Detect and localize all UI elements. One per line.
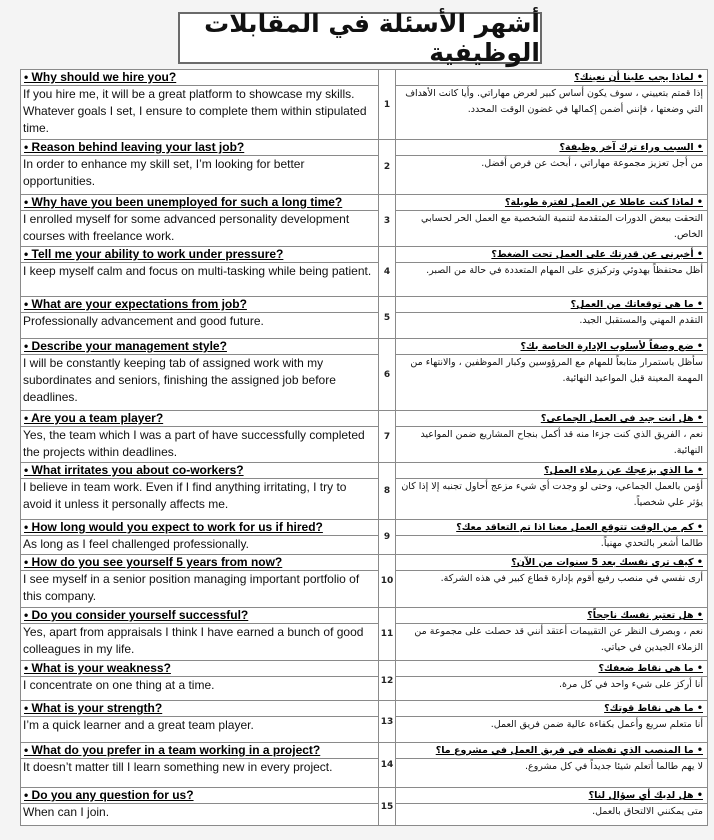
question-ar: • ما هي توقعاتك من العمل؟	[396, 297, 707, 313]
table-row	[21, 608, 708, 661]
answer-en: I will be constantly keeping tab of assigned work with my subordinates and seniors, finishing the assigned job before deadlines.	[23, 356, 336, 404]
table-row	[21, 140, 708, 195]
answer-ar: أظل محتفظاً بهدوئي وتركيزي على المهام المتعددة في حالة من الصبر.	[426, 265, 703, 276]
answer-ar: أرى نفسي في منصب رفيع أقوم بإدارة قطاع كبير في هذه الشركة.	[440, 573, 703, 584]
arabic-cell	[396, 743, 708, 788]
answer-en: When can I join.	[23, 805, 110, 819]
page-title: أشهر الأسئلة في المقابلات الوظيفية	[178, 12, 542, 64]
english-cell	[21, 339, 379, 411]
answer-ar: أؤمن بالعمل الجماعي، وحتى لو وجدت أي شيء مزعج أحاول تجنبه إلا إذا كان يؤثر علي شخصياً.	[401, 481, 703, 508]
row-number: 4	[379, 247, 396, 297]
english-cell	[21, 555, 379, 608]
row-number: 15	[379, 788, 396, 826]
question-ar: • هل تعتبر نفسك ناجحاً؟	[396, 608, 707, 624]
answer-ar: أنا متعلم سريع وأعمل بكفاءة عالية ضمن فريق العمل.	[490, 719, 703, 730]
arabic-cell	[396, 463, 708, 520]
question-ar: • ما هي نقاط ضعفك؟	[396, 661, 707, 677]
answer-en: Yes, the team which I was a part of have successfully completed the projects within deadlines.	[23, 428, 365, 459]
answer-en: If you hire me, it will be a great platform to showcase my skills. Whatever goals I set, I ensure to complete them within stipulated time.	[23, 87, 367, 135]
arabic-cell	[396, 701, 708, 743]
arabic-cell	[396, 411, 708, 463]
table-row	[21, 297, 708, 339]
english-cell	[21, 661, 379, 701]
answer-ar: التحقت ببعض الدورات المتقدمة لتنمية الشخصية مع العمل الحر لحسابي الخاص.	[421, 213, 703, 240]
arabic-cell	[396, 608, 708, 661]
english-cell	[21, 608, 379, 661]
table-row	[21, 411, 708, 463]
answer-ar: لا يهم طالما أتعلم شيئا جديداً في كل مشروع.	[525, 761, 703, 772]
question-en: • What are your expectations from job?	[21, 297, 378, 313]
question-ar: • ضع وصفاً لأسلوب الإدارة الخاصة بك؟	[396, 339, 707, 355]
english-cell	[21, 195, 379, 247]
arabic-cell	[396, 140, 708, 195]
english-cell	[21, 788, 379, 826]
question-en: • Are you a team player?	[21, 411, 378, 427]
question-en: • Reason behind leaving your last job?	[21, 140, 378, 156]
question-en: • Do you consider yourself successful?	[21, 608, 378, 624]
answer-en: In order to enhance my skill set, I’m looking for better opportunities.	[23, 157, 305, 188]
arabic-cell	[396, 520, 708, 555]
question-en: • How long would you expect to work for us if hired?	[21, 520, 378, 536]
answer-en: I’m a quick learner and a great team player.	[23, 718, 254, 732]
arabic-cell	[396, 339, 708, 411]
row-number: 14	[379, 743, 396, 788]
question-ar: • كيف ترى نفسك بعد 5 سنوات من الآن؟	[396, 555, 707, 571]
row-number: 7	[379, 411, 396, 463]
arabic-cell	[396, 788, 708, 826]
table-row	[21, 339, 708, 411]
answer-ar: من أجل تعزيز مجموعة مهاراتي ، أبحث عن فرص أفضل.	[481, 158, 703, 169]
english-cell	[21, 70, 379, 140]
table-row	[21, 788, 708, 826]
arabic-cell	[396, 195, 708, 247]
question-ar: • ما هي نقاط قوتك؟	[396, 701, 707, 717]
answer-ar: طالما أشعر بالتحدي مهنياً.	[600, 538, 703, 549]
answer-en: It doesn’t matter till I learn something new in every project.	[23, 760, 333, 774]
table-row	[21, 70, 708, 140]
answer-en: I enrolled myself for some advanced personality development courses with freelance work.	[23, 212, 350, 243]
question-en: • What do you prefer in a team working in a project?	[21, 743, 378, 759]
english-cell	[21, 520, 379, 555]
arabic-cell	[396, 247, 708, 297]
row-number: 8	[379, 463, 396, 520]
qa-table	[20, 69, 708, 826]
row-number: 3	[379, 195, 396, 247]
answer-en: I see myself in a senior position managing important portfolio of this company.	[23, 572, 360, 603]
answer-en: I concentrate on one thing at a time.	[23, 678, 215, 692]
english-cell	[21, 411, 379, 463]
row-number: 9	[379, 520, 396, 555]
question-en: • Why should we hire you?	[21, 70, 378, 86]
arabic-cell	[396, 661, 708, 701]
answer-en: I keep myself calm and focus on multi-tasking while being patient.	[23, 264, 372, 278]
english-cell	[21, 743, 379, 788]
question-ar: • لماذا يجب علينا أن نعينك؟	[396, 70, 707, 86]
question-ar: • هل انت جيد في العمل الجماعي؟	[396, 411, 707, 427]
row-number: 6	[379, 339, 396, 411]
question-en: • What irritates you about co-workers?	[21, 463, 378, 479]
english-cell	[21, 140, 379, 195]
answer-en: As long as I feel challenged professionally.	[23, 537, 249, 551]
question-ar: • هل لديك أي سؤال لنا؟	[396, 788, 707, 804]
row-number: 1	[379, 70, 396, 140]
table-row	[21, 743, 708, 788]
answer-en: Yes, apart from appraisals I think I have earned a bunch of good colleagues in my life.	[23, 625, 364, 656]
question-ar: • ما الذي يزعجك عن زملاء العمل؟	[396, 463, 707, 479]
row-number: 11	[379, 608, 396, 661]
question-en: • Why have you been unemployed for such a long time?	[21, 195, 378, 211]
answer-ar: التقدم المهني والمستقبل الجيد.	[579, 315, 703, 326]
question-ar: • لماذا كنت عاطلا عن العمل لفترة طويلة؟	[396, 195, 707, 211]
english-cell	[21, 463, 379, 520]
table-row	[21, 661, 708, 701]
table-row	[21, 520, 708, 555]
answer-ar: أنا أركز على شيء واحد في كل مرة.	[559, 679, 703, 690]
question-ar: • كم من الوقت تتوقع العمل معنا اذا تم التعاقد معك؟	[396, 520, 707, 536]
table-row	[21, 701, 708, 743]
row-number: 5	[379, 297, 396, 339]
question-ar: • أخبرني عن قدرتك على العمل تحت الضغط؟	[396, 247, 707, 263]
row-number: 2	[379, 140, 396, 195]
question-en: • Do you any question for us?	[21, 788, 378, 804]
question-en: • What is your weakness?	[21, 661, 378, 677]
english-cell	[21, 701, 379, 743]
answer-ar: إذا قمتم بتعييني ، سوف يكون أساس كبير لعرض مهاراتي. وأيا كانت الأهداف التي وضعتها ، فإنني أضمن إكمالها في غضون الوقت المحدد.	[405, 88, 703, 115]
question-en: • Describe your management style?	[21, 339, 378, 355]
english-cell	[21, 247, 379, 297]
question-en: • How do you see yourself 5 years from now?	[21, 555, 378, 571]
table-row	[21, 195, 708, 247]
row-number: 10	[379, 555, 396, 608]
arabic-cell	[396, 297, 708, 339]
qa-table-body	[21, 70, 708, 826]
answer-en: Professionally advancement and good future.	[23, 314, 264, 328]
question-ar: • ما المنصب الذي تفضله في فريق العمل في مشروع ما؟	[396, 743, 707, 759]
answer-ar: متى يمكنني الالتحاق بالعمل.	[592, 806, 703, 817]
table-row	[21, 463, 708, 520]
answer-ar: نعم ، وبصرف النظر عن التقييمات أعتقد أنني قد حصلت على مجموعة من الزملاء الجيدين في حياتي.	[414, 626, 703, 653]
row-number: 13	[379, 701, 396, 743]
question-en: • What is your strength?	[21, 701, 378, 717]
answer-ar: سأظل باستمرار متابعاً للمهام مع المرؤوسين وكبار الموظفين ، والانتهاء من المهمة المعينة قبل المواعيد النهائية.	[410, 357, 703, 384]
question-en: • Tell me your ability to work under pressure?	[21, 247, 378, 263]
answer-ar: نعم ، الفريق الذي كنت جزءا منه قد أكمل بنجاح المشاريع ضمن المواعيد النهائية.	[420, 429, 703, 456]
table-row	[21, 247, 708, 297]
table-row	[21, 555, 708, 608]
arabic-cell	[396, 70, 708, 140]
question-ar: • السبب وراء ترك آخر وظيفة؟	[396, 140, 707, 156]
arabic-cell	[396, 555, 708, 608]
answer-en: I believe in team work. Even if I find anything irritating, I try to avoid it unless it personally affects me.	[23, 480, 347, 511]
english-cell	[21, 297, 379, 339]
row-number: 12	[379, 661, 396, 701]
